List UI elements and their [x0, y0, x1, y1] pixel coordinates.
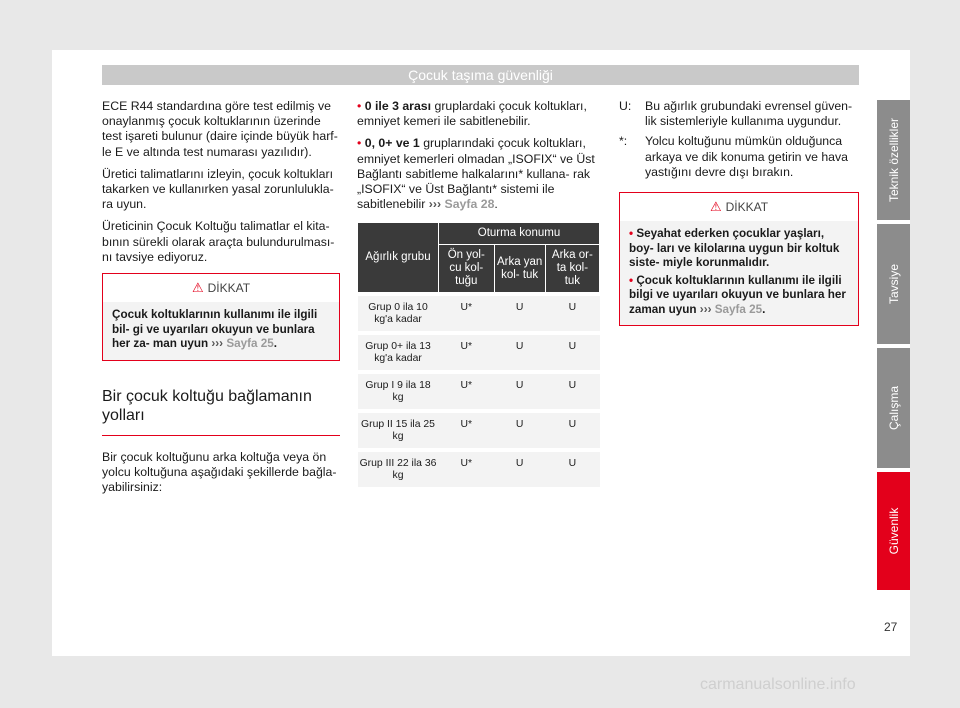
table-row — [358, 372, 600, 411]
value-cell: U — [545, 372, 599, 411]
page-link[interactable]: ››› Sayfa 25 — [211, 337, 274, 351]
warning-header — [103, 274, 339, 302]
value-cell: U — [545, 294, 599, 333]
bullet-icon: • — [629, 273, 634, 287]
column-right — [619, 99, 859, 326]
chevron-right-icon: ››› — [699, 302, 712, 316]
value-cell: U* — [439, 372, 495, 411]
column-left — [102, 99, 340, 502]
header-seat-position: Oturma konumu — [439, 223, 600, 245]
header-front-seat: Ön yol- cu kol- tuğu — [439, 245, 495, 295]
tab-safety[interactable]: Güvenlik — [877, 472, 910, 590]
warning-header — [620, 193, 858, 221]
value-cell: U — [494, 294, 545, 333]
value-cell: U — [545, 333, 599, 372]
value-cell: U — [494, 411, 545, 450]
bullet-icon: • — [357, 136, 362, 151]
paragraph-ece: ECE R44 standardına göre test edilmiş ve onaylanmış çocuk koltuklarının üzerinde test işareti bulunur (daire içinde büyük harf- le E ve altında test numarası yazılıdır). — [102, 99, 338, 159]
warning-box — [619, 192, 859, 326]
bullet-icon: • — [629, 227, 634, 241]
chapter-header: Çocuk taşıma güvenliği — [102, 65, 859, 85]
value-cell: U* — [439, 294, 495, 333]
warning-title: DİKKAT — [725, 200, 769, 215]
watermark: carmanualsonline.info — [700, 676, 856, 693]
note-text: Bu ağırlık grubundaki evrensel güven- lik sistemleriyle kullanıma uygundur. — [645, 99, 853, 129]
table-row — [358, 411, 600, 450]
column-middle — [357, 99, 600, 487]
group-cell: Grup 0 ila 10 kg'a kadar — [358, 294, 439, 333]
page-link[interactable]: ››› Sayfa 28 — [428, 197, 495, 212]
value-cell: U* — [439, 450, 495, 487]
chevron-right-icon: ››› — [211, 337, 224, 351]
header-rear-side: Arka yan kol- tuk — [494, 245, 545, 295]
value-cell: U — [545, 450, 599, 487]
warning-bullet: • Seyahat ederken çocuklar yaşları, boy- ları ve kilolarına uygun bir koltuk siste- miyle korunmalıdır. — [629, 227, 840, 270]
warning-body — [620, 221, 858, 325]
warning-bullet: • Çocuk koltuklarının kullanımı ile ilgili bilgi ve uyarıları okuyun ve bunlara her zaman uyun ››› Sayfa 25. — [629, 273, 846, 316]
tab-advice[interactable]: Tavsiye — [877, 224, 910, 344]
table-row — [358, 294, 600, 333]
note-text: Yolcu koltuğunu mümkün olduğunca arkaya ve dik konuma getirin ve hava yastığını devre dışı bırakın. — [645, 134, 849, 179]
warning-title: DİKKAT — [207, 281, 251, 296]
value-cell: U* — [439, 411, 495, 450]
header-rear-middle: Arka or- ta kol- tuk — [545, 245, 599, 295]
paragraph-fitting: Bir çocuk koltuğunu arka koltuğa veya ön yolcu koltuğuna aşağıdaki şekillerde bağla- yabilirsiniz: — [102, 449, 337, 495]
header-weight-group: Ağırlık grubu — [358, 223, 439, 295]
bullet-item-belt: • 0 ile 3 arası gruplardaki çocuk koltukları, emniyet kemeri ile sabitlenebilir. — [357, 99, 587, 129]
paragraph-manufacturer: Üretici talimatlarını izleyin, çocuk koltukları takarken ve kullanırken yasal zorunlulukla- ra uyun. — [102, 166, 334, 212]
warning-text: Çocuk koltuklarının kullanımı ile ilgili bil- gi ve uyarıları okuyun ve bunlara her za- man uyun — [112, 308, 318, 351]
section-title: Bir çocuk koltuğu bağlamanın yolları — [102, 387, 340, 436]
seat-table — [357, 222, 600, 487]
note-key: *: — [619, 134, 628, 149]
value-cell: U — [494, 333, 545, 372]
group-cell: Grup 0+ ila 13 kg'a kadar — [358, 333, 439, 372]
group-cell: Grup II 15 ila 25 kg — [358, 411, 439, 450]
value-cell: U* — [439, 333, 495, 372]
warning-triangle-icon: ⚠ — [709, 199, 722, 215]
page-link[interactable]: ››› Sayfa 25 — [699, 302, 763, 316]
value-cell: U — [545, 411, 599, 450]
page-number: 27 — [884, 620, 898, 634]
chevron-right-icon: ››› — [428, 197, 442, 212]
bullet-icon: • — [357, 99, 362, 113]
tab-operation[interactable]: Çalışma — [877, 348, 910, 468]
note-key: U: — [619, 99, 632, 113]
tab-technical-specs[interactable]: Teknik özellikler — [877, 100, 910, 220]
group-cell: Grup I 9 ila 18 kg — [358, 372, 439, 411]
group-cell: Grup III 22 ila 36 kg — [358, 450, 439, 487]
warning-box — [102, 273, 340, 361]
note-universal — [619, 99, 859, 129]
paragraph-manual: Üreticinin Çocuk Koltuğu talimatlar el kita- bının sürekli olarak araçta bulundurulması- nı tavsiye ediyoruz. — [102, 219, 335, 264]
warning-body: Çocuk koltuklarının kullanımı ile ilgili bil- gi ve uyarıları okuyun ve bunlara her za- man uyun ››› Sayfa 25. — [103, 302, 339, 360]
value-cell: U — [494, 372, 545, 411]
table-row — [358, 450, 600, 487]
bullet-item-isofix: • 0, 0+ ve 1 gruplarındaki çocuk koltukları, emniyet kemerleri olmadan „ISOFIX“ ve Üst Bağlantı sabitleme halkalarını* kullana- rak „ISOFIX“ ve Üst Bağlantı* sistemi ile sabitlenebilir ››› Sayfa 28. — [357, 136, 595, 212]
note-airbag — [619, 134, 859, 180]
warning-triangle-icon: ⚠ — [191, 280, 204, 296]
value-cell: U — [494, 450, 545, 487]
table-row — [358, 333, 600, 372]
